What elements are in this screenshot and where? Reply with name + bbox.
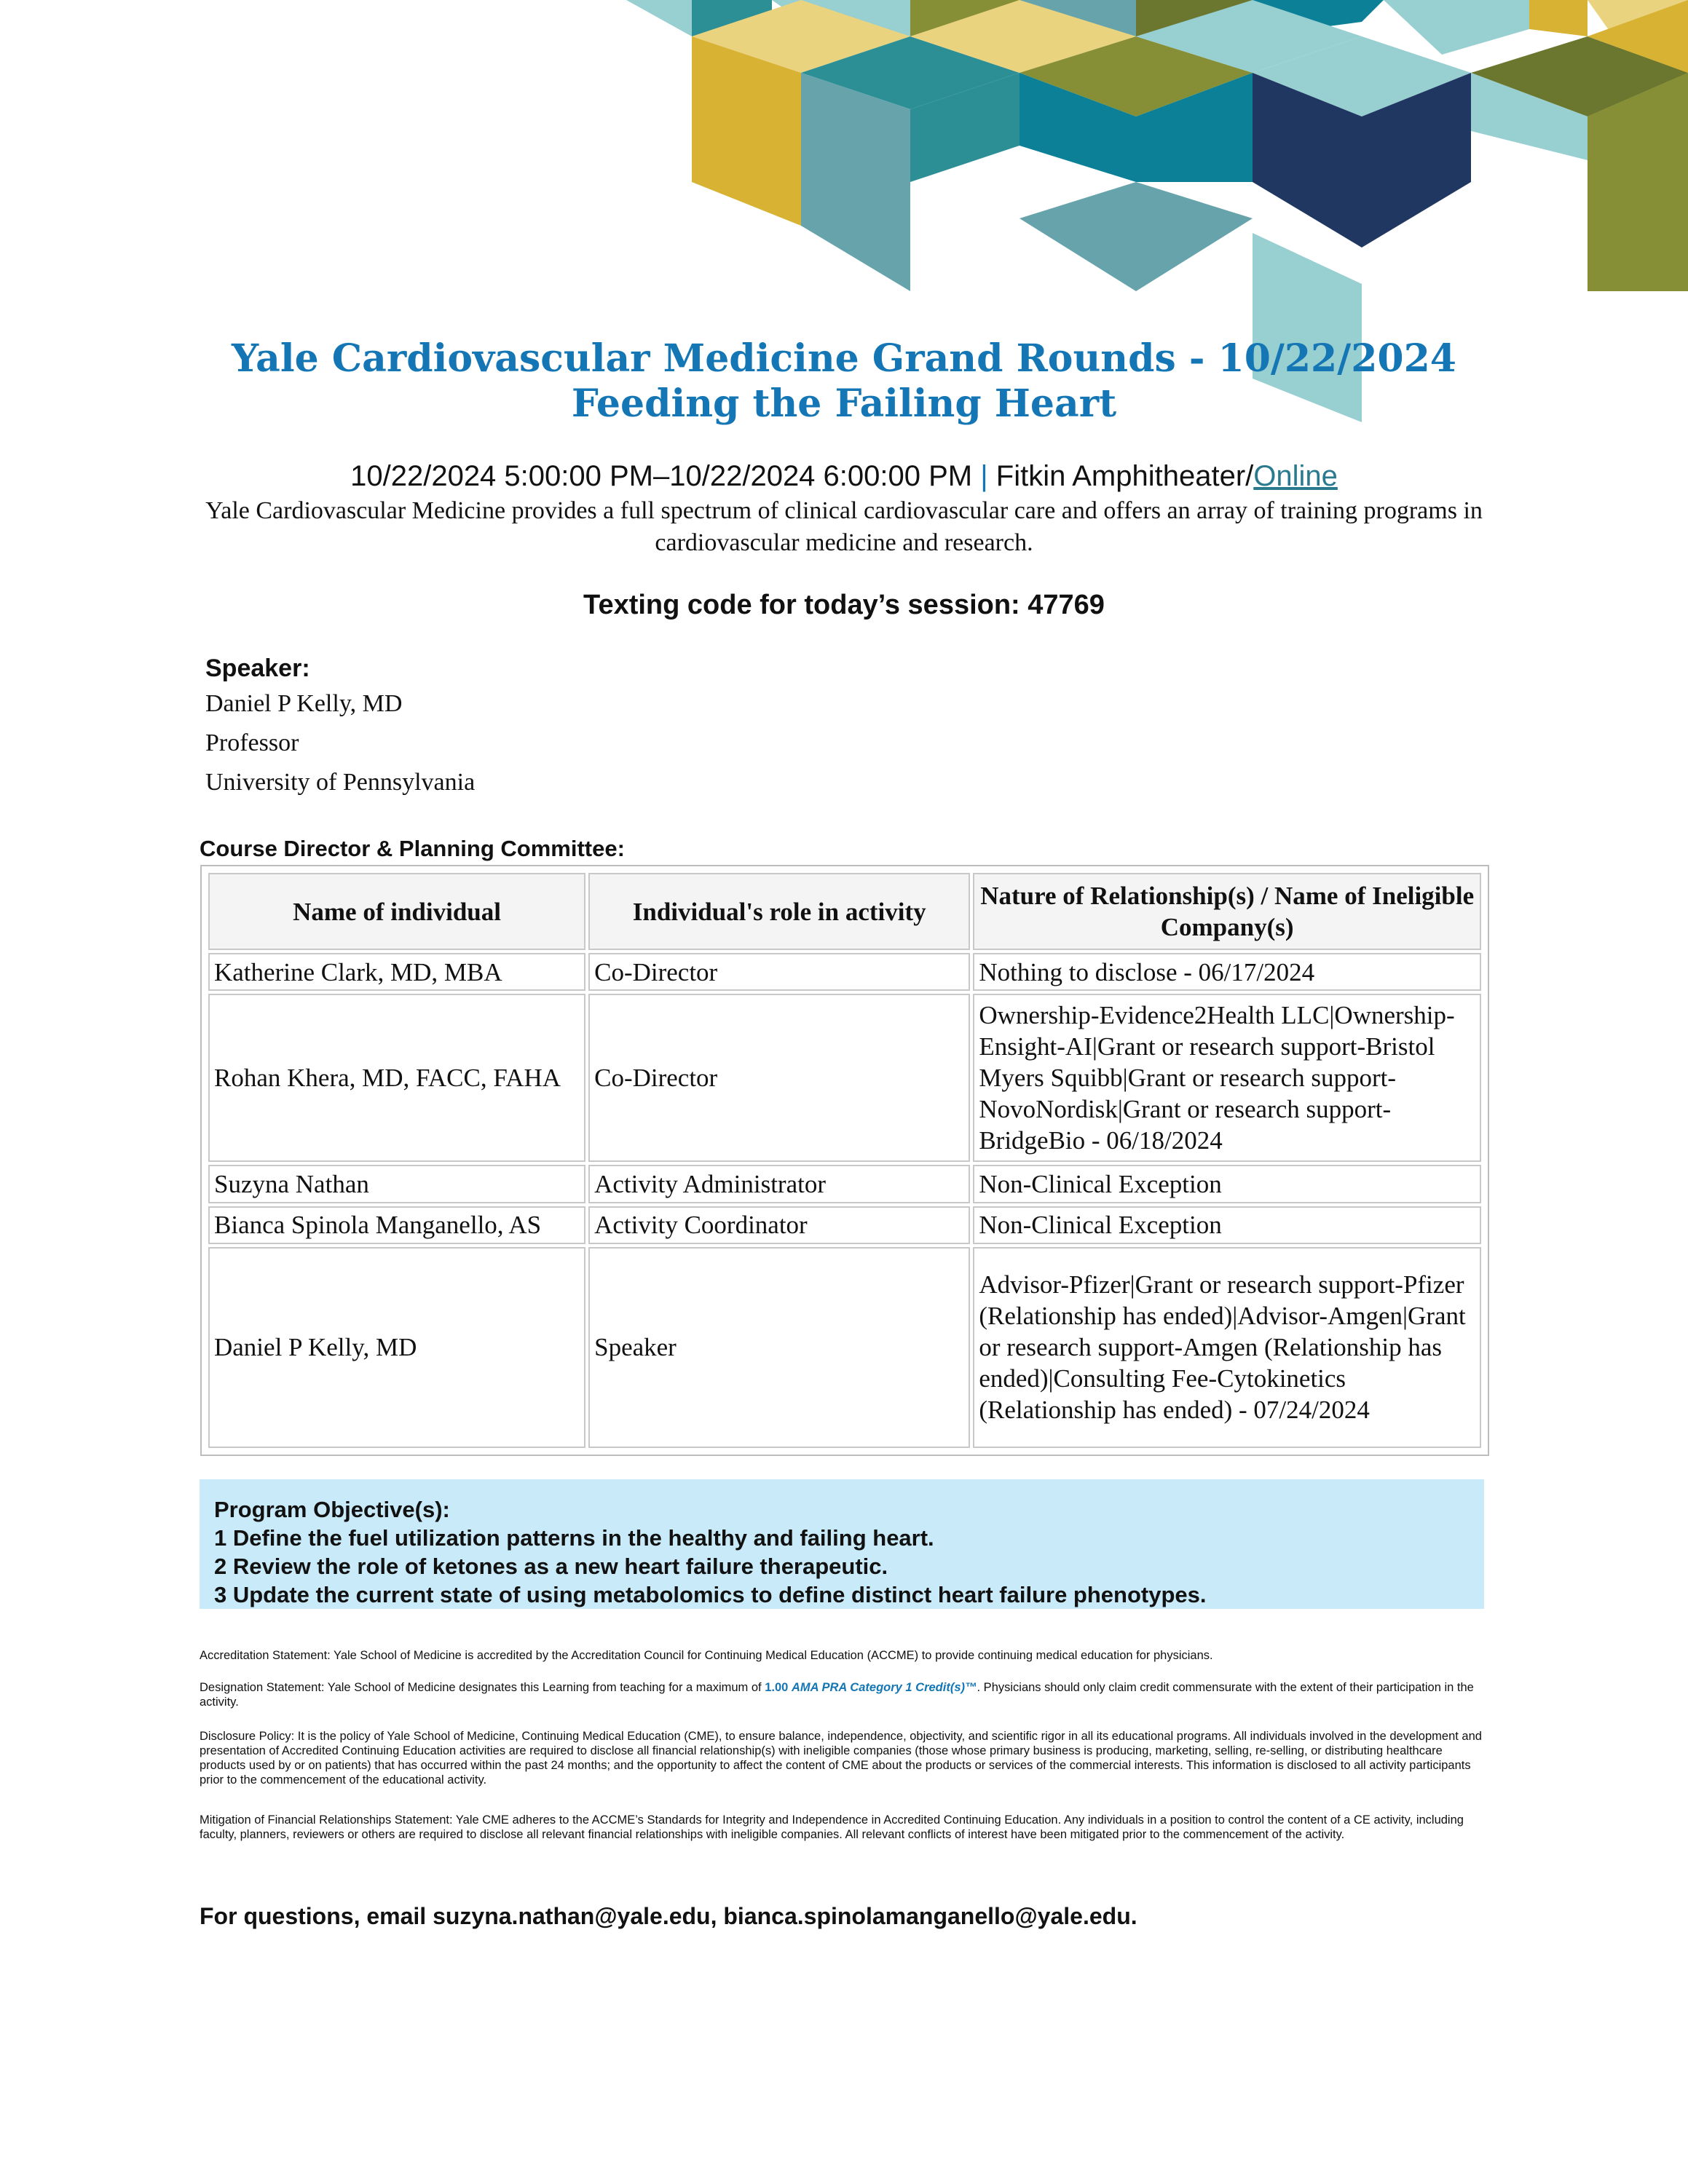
cell-name: Bianca Spinola Manganello, AS bbox=[208, 1206, 585, 1244]
table-row bbox=[208, 953, 1481, 991]
credit-label: AMA PRA Category 1 Credit(s)™ bbox=[791, 1681, 977, 1694]
objective-item: 2 Review the role of ketones as a new heart failure therapeutic. bbox=[214, 1554, 888, 1579]
online-link[interactable]: Online bbox=[1253, 460, 1338, 492]
table-row bbox=[208, 1165, 1481, 1203]
designation-text-end: . Physicians should only claim credit commensurate with the extent of their participation in the activity. bbox=[200, 1681, 1474, 1709]
committee-table bbox=[205, 870, 1484, 1451]
separator: | bbox=[980, 460, 988, 492]
event-details bbox=[0, 457, 1688, 495]
title-line-2: Feeding the Failing Heart bbox=[571, 381, 1117, 426]
title-line-1: Yale Cardiovascular Medicine Grand Rounds - 10/22/2024 bbox=[232, 336, 1456, 381]
disclosure-policy: Disclosure Policy: It is the policy of Yale School of Medicine, Continuing Medical Education (CME), to ensure balance, independence, objectivity, and scientific rigor in all its educational programs. All individuals involved in the development and presentation of Accredited Continuing Education activities are required to disclose all financial relationship(s) with ineligible companies (those whose primary business is producing, marketing, selling, re-selling, or distributing healthcare products used by or on patients) that has occurred within the past 24 months; and the opportunity to affect the content of CME about the products or services of the commercial interests. This information is disclosed to all activity participants prior to the commencement of the educational activity. bbox=[200, 1730, 1482, 1787]
event-title bbox=[0, 336, 1688, 427]
table-row bbox=[208, 1247, 1481, 1448]
table-row bbox=[208, 994, 1481, 1162]
cell-role: Speaker bbox=[588, 1247, 970, 1448]
credit-number: 1.00 bbox=[765, 1681, 789, 1694]
table-row bbox=[208, 1206, 1481, 1244]
cell-role: Co-Director bbox=[588, 994, 970, 1162]
objective-item: 1 Define the fuel utilization patterns in the healthy and failing heart. bbox=[214, 1525, 934, 1551]
credit-amount bbox=[765, 1681, 977, 1694]
cell-relationship: Non-Clinical Exception bbox=[973, 1165, 1481, 1203]
committee-heading: Course Director & Planning Committee: bbox=[200, 836, 625, 861]
mitigation-statement: Mitigation of Financial Relationships Statement: Yale CME adheres to the ACCME’s Standards for Integrity and Independence in Accredited Continuing Education. Any individuals in a position to control the content of a CE activity, including faculty, planners, reviewers or others are required to disclose all relevant financial relationships with ineligible companies. All relevant conflicts of interest have been mitigated prior to the commencement of the activity. bbox=[200, 1813, 1464, 1841]
speaker-title: Professor bbox=[205, 729, 299, 756]
column-header: Nature of Relationship(s) / Name of Ineligible Company(s) bbox=[973, 873, 1481, 950]
event-datetime: 10/22/2024 5:00:00 PM–10/22/2024 6:00:00 PM bbox=[350, 460, 973, 492]
texting-code: Texting code for today’s session: 47769 bbox=[583, 590, 1105, 620]
speaker-institution: University of Pennsylvania bbox=[205, 769, 476, 796]
speaker-heading: Speaker: bbox=[205, 654, 310, 682]
program-objectives bbox=[200, 1479, 1484, 1609]
cell-name: Katherine Clark, MD, MBA bbox=[208, 953, 585, 991]
cell-name: Daniel P Kelly, MD bbox=[208, 1247, 585, 1448]
cell-role: Activity Coordinator bbox=[588, 1206, 970, 1244]
cell-relationship: Ownership-Evidence2Health LLC|Ownership-Ensight-AI|Grant or research support-Bristol Myers Squibb|Grant or research support-NovoNordisk|Grant or research support-BridgeBio - 06/18/2024 bbox=[973, 994, 1481, 1162]
cell-name: Suzyna Nathan bbox=[208, 1165, 585, 1203]
cell-relationship: Nothing to disclose - 06/17/2024 bbox=[973, 953, 1481, 991]
speaker-section bbox=[205, 652, 475, 802]
designation-text-start: Designation Statement: Yale School of Medicine designates this Learning from teaching for a maximum of bbox=[200, 1681, 765, 1694]
speaker-name: Daniel P Kelly, MD bbox=[205, 690, 403, 717]
column-header: Individual's role in activity bbox=[588, 873, 970, 950]
cell-role: Activity Administrator bbox=[588, 1165, 970, 1203]
event-location: Fitkin Amphitheater/ bbox=[995, 460, 1254, 492]
designation-statement bbox=[200, 1680, 1491, 1709]
program-description: Yale Cardiovascular Medicine provides a full spectrum of clinical cardiovascular care and offers an array of training programs in cardiovascular medicine and research. bbox=[205, 497, 1483, 556]
table-header-row bbox=[208, 873, 1481, 950]
column-header: Name of individual bbox=[208, 873, 585, 950]
committee-table-frame bbox=[200, 865, 1489, 1456]
accreditation-statement: Accreditation Statement: Yale School of Medicine is accredited by the Accreditation Council for Continuing Medical Education (ACCME) to provide continuing medical education for physicians. bbox=[200, 1649, 1213, 1662]
objective-item: 3 Update the current state of using metabolomics to define distinct heart failure phenotypes. bbox=[214, 1582, 1207, 1607]
cell-name: Rohan Khera, MD, FACC, FAHA bbox=[208, 994, 585, 1162]
cell-relationship: Advisor-Pfizer|Grant or research support-Pfizer (Relationship has ended)|Advisor-Amgen|Grant or research support-Amgen (Relationship has ended)|Consulting Fee-Cytokinetics (Relationship has ended) - 07/24/2024 bbox=[973, 1247, 1481, 1448]
cell-role: Co-Director bbox=[588, 953, 970, 991]
objectives-heading: Program Objective(s): bbox=[214, 1497, 450, 1522]
cell-relationship: Non-Clinical Exception bbox=[973, 1206, 1481, 1244]
contact-questions: For questions, email suzyna.nathan@yale.edu, bianca.spinolamanganello@yale.edu. bbox=[200, 1903, 1137, 1929]
